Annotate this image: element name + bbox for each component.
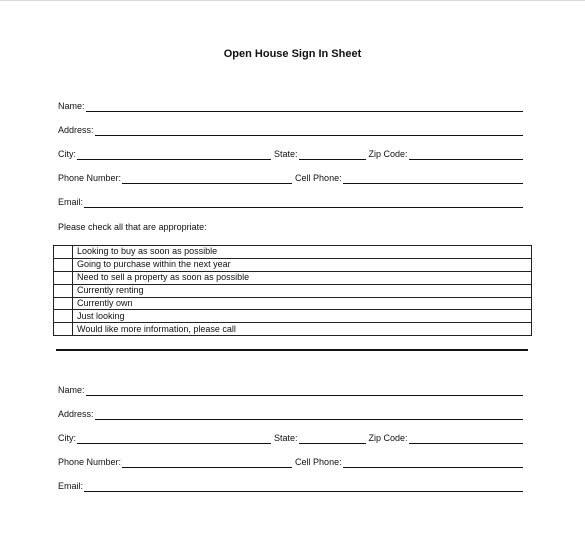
address-field[interactable] (95, 410, 523, 420)
checklist-item-label: Would like more information, please call (73, 323, 532, 336)
city-field[interactable] (77, 150, 271, 160)
name-row-2 (58, 382, 524, 396)
address-row-2 (58, 406, 524, 420)
checklist-table (53, 245, 532, 336)
checklist-row (54, 271, 532, 284)
checklist-item-label: Need to sell a property as soon as possible (73, 271, 532, 284)
city-field[interactable] (77, 434, 271, 444)
phone-field[interactable] (122, 174, 292, 184)
cell-label: Cell Phone: (295, 457, 342, 467)
page-title: Open House Sign In Sheet (223, 48, 362, 60)
city-label: City: (58, 149, 76, 159)
zip-field[interactable] (409, 150, 523, 160)
checklist-row (54, 323, 532, 336)
checklist-item-label: Currently renting (73, 284, 532, 297)
name-label: Name: (58, 385, 85, 395)
phone-label: Phone Number: (58, 173, 122, 183)
address-row-1 (58, 122, 524, 136)
state-field[interactable] (299, 434, 366, 444)
checkbox[interactable] (54, 310, 73, 323)
section-divider (56, 349, 528, 351)
checklist-row (54, 297, 532, 310)
cell-field[interactable] (343, 174, 523, 184)
checklist-row (54, 246, 532, 259)
zip-label: Zip Code: (368, 433, 408, 443)
name-label: Name: (58, 101, 85, 111)
email-row-1 (58, 194, 524, 208)
address-field[interactable] (95, 126, 523, 136)
checkbox[interactable] (54, 246, 73, 259)
phone-label: Phone Number: (58, 457, 122, 467)
zip-label: Zip Code: (368, 149, 408, 159)
email-field[interactable] (84, 198, 523, 208)
email-row-2 (58, 478, 524, 492)
email-label: Email: (58, 481, 84, 491)
checkbox[interactable] (54, 323, 73, 336)
checklist-item-label: Just looking (73, 310, 532, 323)
checklist-item-label: Currently own (73, 297, 532, 310)
checklist-item-label: Looking to buy as soon as possible (73, 246, 532, 259)
name-row-1 (58, 98, 524, 112)
email-field[interactable] (84, 482, 523, 492)
city-row-1 (58, 146, 524, 160)
checkbox[interactable] (54, 271, 73, 284)
phone-field[interactable] (122, 458, 292, 468)
city-label: City: (58, 433, 76, 443)
name-field[interactable] (86, 386, 523, 396)
state-label: State: (274, 149, 298, 159)
address-label: Address: (58, 125, 94, 135)
name-field[interactable] (86, 102, 523, 112)
checklist-row (54, 258, 532, 271)
phone-row-2 (58, 454, 524, 468)
checkbox[interactable] (54, 258, 73, 271)
checklist-row (54, 310, 532, 323)
checkbox[interactable] (54, 297, 73, 310)
address-label: Address: (58, 409, 94, 419)
cell-label: Cell Phone: (295, 173, 342, 183)
checklist-row (54, 284, 532, 297)
state-field[interactable] (299, 150, 366, 160)
checklist-item-label: Going to purchase within the next year (73, 258, 532, 271)
email-label: Email: (58, 197, 84, 207)
checkbox[interactable] (54, 284, 73, 297)
checklist-prompt: Please check all that are appropriate: (58, 222, 207, 232)
phone-row-1 (58, 170, 524, 184)
state-label: State: (274, 433, 298, 443)
cell-field[interactable] (343, 458, 523, 468)
zip-field[interactable] (409, 434, 523, 444)
city-row-2 (58, 430, 524, 444)
